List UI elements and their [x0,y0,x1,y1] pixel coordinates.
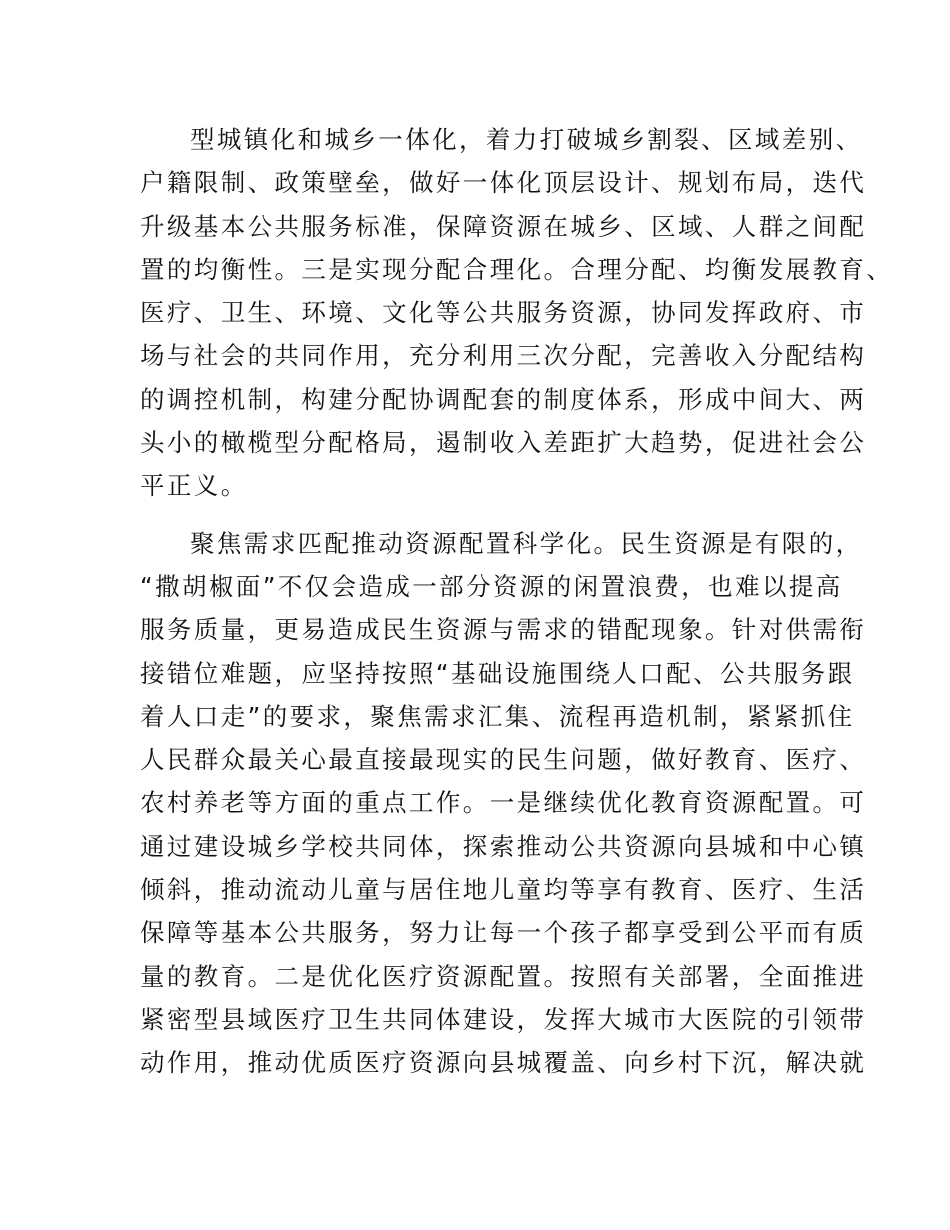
text-line: 倾斜，推动流动儿童与居住地儿童均等享有教育、医疗、生活 [140,875,867,905]
text-line: 动作用，推动优质医疗资源向县城覆盖、向乡村下沉，解决就 [140,1048,867,1078]
text-line: 户籍限制、政策壁垒，做好一体化顶层设计、规划布局，迭代 [140,168,867,198]
paragraph-1 [140,118,894,508]
text-line: 接错位难题，应坚持按照“基础设施围绕人口配、公共服务跟 [140,658,855,688]
text-line: 平正义。 [140,471,248,501]
text-line: 医疗、卫生、环境、文化等公共服务资源，协同发挥政府、市 [140,298,867,328]
text-line: 置的均衡性。三是实现分配合理化。合理分配、均衡发展教育、 [140,254,894,284]
text-line: 量的教育。二是优化医疗资源配置。按照有关部署，全面推进 [140,961,867,991]
text-line: “撒胡椒面”不仅会造成一部分资源的闲置浪费，也难以提高 [140,571,843,601]
text-line: 服务质量，更易造成民生资源与需求的错配现象。针对供需衔 [140,615,867,645]
text-line: 升级基本公共服务标准，保障资源在城乡、区域、人群之间配 [140,211,867,241]
text-line: 农村养老等方面的重点工作。一是继续优化教育资源配置。可 [140,788,867,818]
text-line: 着人口走”的要求，聚焦需求汇集、流程再造机制，紧紧抓住 [140,701,855,731]
text-line: 头小的橄榄型分配格局，遏制收入差距扩大趋势，促进社会公 [140,428,867,458]
paragraph-2 [140,522,867,1085]
text-line: 场与社会的共同作用，充分利用三次分配，完善收入分配结构 [140,341,867,371]
text-line: 通过建设城乡学校共同体，探索推动公共资源向县城和中心镇 [140,831,867,861]
text-line: 紧密型县域医疗卫生共同体建设，发挥大城市大医院的引领带 [140,1004,867,1034]
text-line: 保障等基本公共服务，努力让每一个孩子都享受到公平而有质 [140,918,867,948]
text-line: 人民群众最关心最直接最现实的民生问题，做好教育、医疗、 [140,745,867,775]
text-line: 聚焦需求匹配推动资源配置科学化。民生资源是有限的， [190,528,863,558]
document-page [140,118,894,1085]
text-line: 的调控机制，构建分配协调配套的制度体系，形成中间大、两 [140,384,867,414]
text-line: 型城镇化和城乡一体化，着力打破城乡割裂、区域差别、 [190,125,863,154]
